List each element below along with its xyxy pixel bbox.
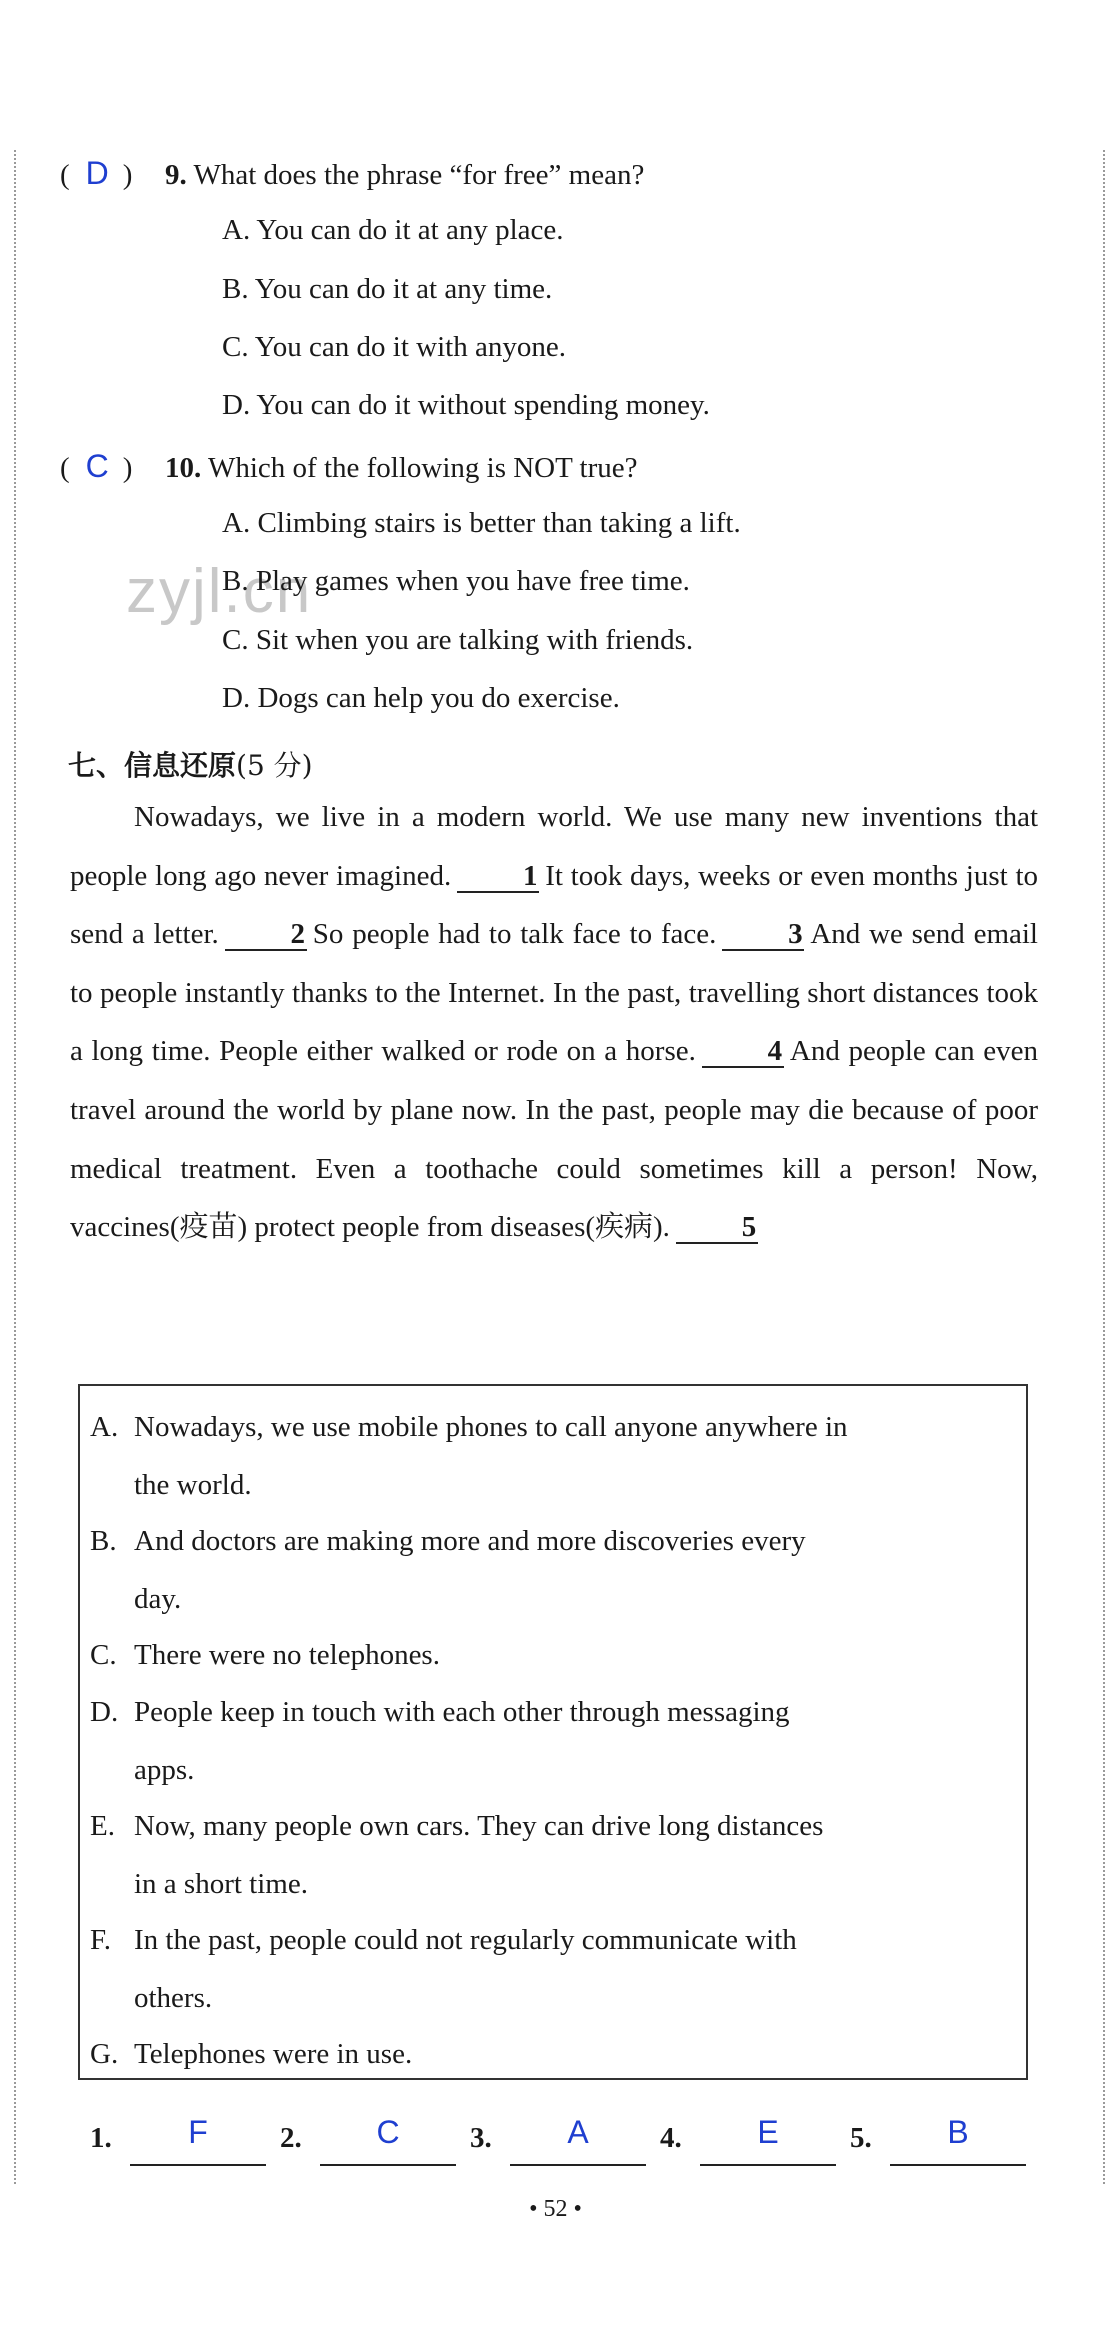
blank-5: 5	[676, 1212, 758, 1244]
q9-answer: D	[85, 155, 109, 191]
answer-line	[700, 2164, 836, 2166]
section-title: 七、信息还原	[68, 749, 237, 782]
answer-value: E	[757, 2114, 779, 2150]
choice-text-cont: others.	[134, 1982, 213, 2014]
q10-option-d: D. Dogs can help you do exercise.	[222, 682, 620, 714]
answer-item-2	[280, 2114, 400, 2155]
q10-option-c: C. Sit when you are talking with friends.	[222, 624, 694, 656]
answer-number: 2.	[280, 2122, 302, 2154]
choice-d	[90, 1683, 1010, 1799]
answer-value: A	[567, 2114, 589, 2150]
choice-label: F.	[90, 1924, 112, 1956]
passage	[70, 788, 1038, 1257]
right-margin-rule	[1103, 150, 1105, 2184]
choice-text: People keep in touch with each other through messaging	[134, 1696, 790, 1728]
answer-number: 1.	[90, 2122, 112, 2154]
choice-b	[90, 1512, 1010, 1628]
blank-3: 3	[722, 919, 804, 951]
answer-line	[890, 2164, 1026, 2166]
answer-number: 4.	[660, 2122, 682, 2154]
choice-text: In the past, people could not regularly communicate with	[134, 1924, 797, 1956]
answer-paren: ( C )	[60, 448, 133, 484]
passage-text-3: So people had to talk face to face.	[312, 918, 717, 951]
q10-option-a: A. Climbing stairs is better than taking a lift.	[222, 507, 741, 539]
choice-e	[90, 1797, 1010, 1913]
blank-4: 4	[702, 1036, 784, 1068]
q10-answer: C	[85, 448, 109, 484]
choice-text-cont: in a short time.	[134, 1868, 308, 1900]
choice-f	[90, 1911, 1010, 2027]
passage-text-4: And we send email to people instantly thanks to the Internet. In the past, travelling short distances took a long time. People either walked or rode on a horse.	[70, 918, 1038, 1068]
choice-text: Nowadays, we use mobile phones to call anyone anywhere in	[134, 1411, 848, 1443]
answer-number: 3.	[470, 2122, 492, 2154]
q9-text: What does the phrase “for free” mean?	[193, 159, 645, 191]
section-points: (5 分)	[236, 749, 313, 782]
blank-2: 2	[225, 919, 307, 951]
passage-text-1: Nowadays, we live in a modern world. We use many new inventions that people long ago never imagined.	[70, 801, 1038, 892]
choice-c	[90, 1626, 1010, 1684]
answer-line	[510, 2164, 646, 2166]
passage-text-5: And people can even travel around the world by plane now. In the past, people may die because of poor medical treatment. Even a toothache could sometimes kill a person! Now, vaccines(疫苗) protect people from diseases(疾病).	[70, 1035, 1039, 1244]
choice-text: Telephones were in use.	[134, 2038, 413, 2070]
answer-item-5	[850, 2114, 969, 2155]
choice-text-cont: apps.	[134, 1754, 195, 1786]
choice-label: A.	[90, 1411, 119, 1443]
choice-label: E.	[90, 1810, 115, 1842]
answer-item-3	[470, 2114, 589, 2155]
choice-text-cont: the world.	[134, 1469, 252, 1501]
passage-text-2: It took days, weeks or even months just to send a letter.	[70, 859, 1038, 951]
blank-1: 1	[457, 861, 539, 893]
question-10	[60, 448, 638, 485]
choice-label: G.	[90, 2038, 119, 2070]
answer-value: F	[188, 2114, 208, 2150]
q10-number: 10.	[165, 452, 202, 484]
q10-text: Which of the following is NOT true?	[207, 452, 638, 484]
q9-option-d: D. You can do it without spending money.	[222, 389, 710, 421]
choice-a	[90, 1398, 1010, 1514]
q9-option-a: A. You can do it at any place.	[222, 214, 564, 246]
answer-item-1	[90, 2114, 208, 2155]
answer-line	[320, 2164, 456, 2166]
choice-text: And doctors are making more and more discoveries every	[134, 1525, 806, 1557]
answer-item-4	[660, 2114, 779, 2155]
choice-text: Now, many people own cars. They can drive long distances	[134, 1810, 824, 1842]
answer-paren: ( D )	[60, 155, 133, 191]
watermark: zyjl.cn	[126, 557, 313, 626]
answer-line	[130, 2164, 266, 2166]
q9-option-c: C. You can do it with anyone.	[222, 331, 566, 363]
q9-number: 9.	[165, 159, 187, 191]
choice-label: D.	[90, 1696, 119, 1728]
answer-number: 5.	[850, 2122, 872, 2154]
section-heading	[68, 744, 313, 784]
left-margin-rule	[14, 150, 16, 2184]
answer-value: B	[947, 2114, 969, 2150]
passage-paragraph	[70, 788, 1038, 1257]
page-number: • 52 •	[529, 2196, 582, 2222]
choice-text: There were no telephones.	[134, 1639, 440, 1671]
choice-text-cont: day.	[134, 1583, 182, 1615]
q9-option-b: B. You can do it at any time.	[222, 273, 553, 305]
choice-label: B.	[90, 1525, 117, 1557]
answer-value: C	[376, 2114, 400, 2150]
choice-label: C.	[90, 1639, 117, 1671]
choice-g	[90, 2025, 1010, 2083]
question-9	[60, 155, 644, 192]
q10-option-b: B. Play games when you have free time.	[222, 565, 690, 597]
